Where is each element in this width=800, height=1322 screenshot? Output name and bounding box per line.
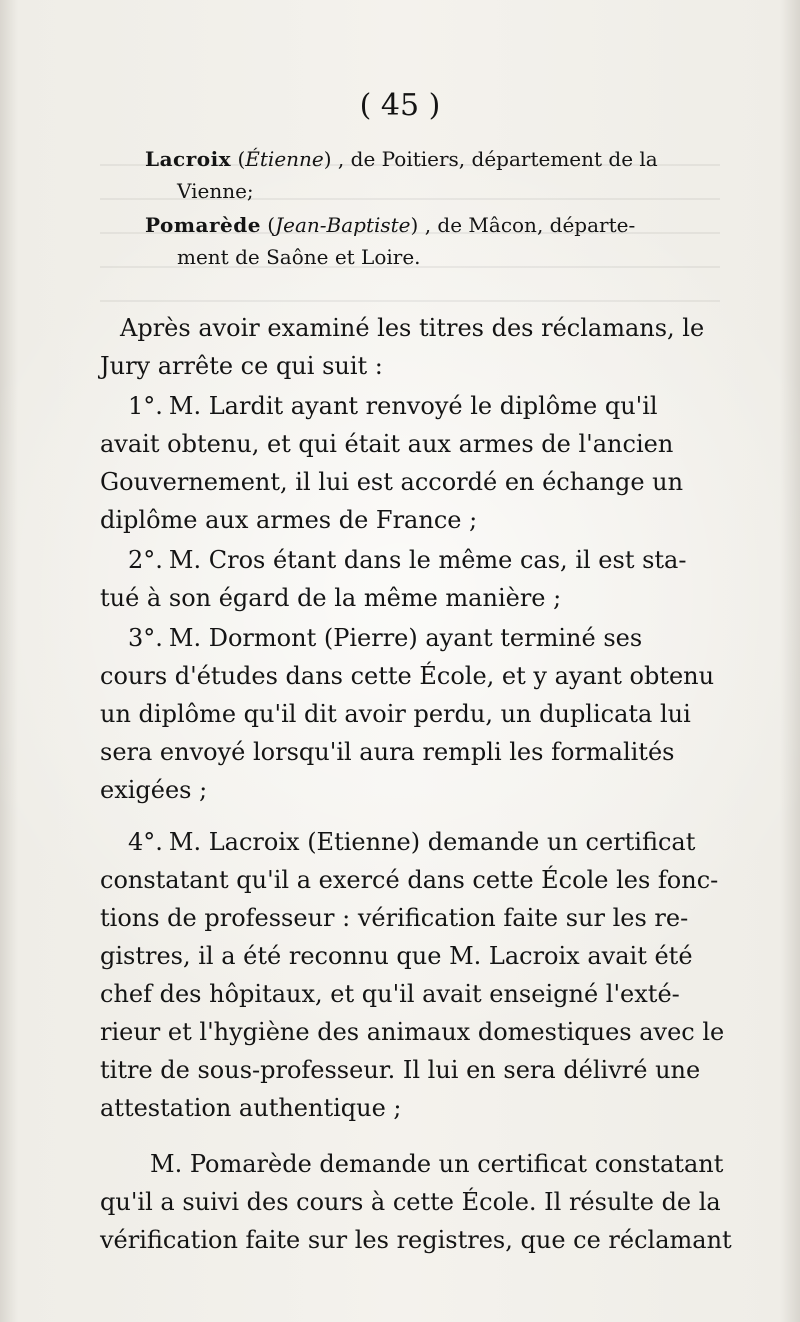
item-line: M. Pomarède demande un certificat constatant bbox=[150, 1150, 724, 1178]
entry-given-name: Jean-Baptiste bbox=[275, 213, 411, 237]
paragraph-line: Jury arrête ce qui suit : bbox=[100, 352, 383, 380]
item-1-line-1 bbox=[128, 394, 658, 418]
item-line-text: M. Dormont (Pierre) ayant terminé ses bbox=[168, 624, 643, 652]
entry-given-name: Étienne bbox=[245, 147, 324, 171]
item-line: diplôme aux armes de France ; bbox=[100, 506, 478, 534]
item-2-line-1 bbox=[128, 548, 686, 572]
item-line: tions de professeur : vérification faite sur les re- bbox=[100, 904, 689, 932]
item-line: titre de sous-professeur. Il lui en sera délivré une bbox=[100, 1056, 701, 1084]
entry-open-paren: ( bbox=[267, 213, 276, 237]
item-line: chef des hôpitaux, et qu'il avait enseigné l'exté- bbox=[100, 980, 680, 1008]
item-line: sera envoyé lorsqu'il aura rempli les formalités bbox=[100, 738, 675, 766]
item-line: Gouvernement, il lui est accordé en échange un bbox=[100, 468, 684, 496]
paragraph-line: Après avoir examiné les titres des réclamans, le bbox=[120, 314, 705, 342]
entry-pomarede bbox=[145, 214, 635, 236]
entry-lacroix-continuation bbox=[177, 180, 254, 202]
item-line: attestation authentique ; bbox=[100, 1094, 402, 1122]
item-line: vérification faite sur les registres, que ce réclamant bbox=[100, 1226, 732, 1254]
item-line: qu'il a suivi des cours à cette École. Il résulte de la bbox=[100, 1188, 721, 1216]
item-line: avait obtenu, et qui était aux armes de l'ancien bbox=[100, 430, 674, 458]
item-line-text: M. Lardit ayant renvoyé le diplôme qu'il bbox=[168, 392, 658, 420]
entry-rest: , de Mâcon, départe- bbox=[424, 213, 636, 237]
entry-open-paren: ( bbox=[237, 147, 246, 171]
entry-continuation: ment de Saône et Loire. bbox=[177, 245, 421, 269]
item-line: cours d'études dans cette École, et y ayant obtenu bbox=[100, 662, 715, 690]
item-number: 1°. bbox=[128, 392, 163, 420]
item-line: tué à son égard de la même manière ; bbox=[100, 584, 562, 612]
entry-close-paren: ) bbox=[323, 147, 332, 171]
entry-rest: , de Poitiers, département de la bbox=[337, 147, 658, 171]
item-line: exigées ; bbox=[100, 776, 208, 804]
entry-name: Lacroix bbox=[145, 147, 232, 171]
item-number: 4°. bbox=[128, 828, 163, 856]
item-number: 3°. bbox=[128, 624, 163, 652]
item-line: rieur et l'hygiène des animaux domestiques avec le bbox=[100, 1018, 725, 1046]
item-3-line-1 bbox=[128, 626, 642, 650]
entry-pomarede-continuation bbox=[177, 246, 421, 268]
item-line: un diplôme qu'il dit avoir perdu, un duplicata lui bbox=[100, 700, 691, 728]
item-line: constatant qu'il a exercé dans cette École les fonc- bbox=[100, 866, 719, 894]
item-line-text: M. Lacroix (Etienne) demande un certificat bbox=[168, 828, 696, 856]
entry-name: Pomarède bbox=[145, 213, 261, 237]
item-line: gistres, il a été reconnu que M. Lacroix avait été bbox=[100, 942, 693, 970]
entry-lacroix bbox=[145, 148, 658, 170]
entry-continuation: Vienne; bbox=[177, 179, 254, 203]
page-number: ( 45 ) bbox=[359, 88, 441, 123]
entry-close-paren: ) bbox=[410, 213, 419, 237]
item-number: 2°. bbox=[128, 546, 163, 574]
item-4-line-1 bbox=[128, 830, 695, 854]
item-line-text: M. Cros étant dans le même cas, il est sta- bbox=[168, 546, 687, 574]
